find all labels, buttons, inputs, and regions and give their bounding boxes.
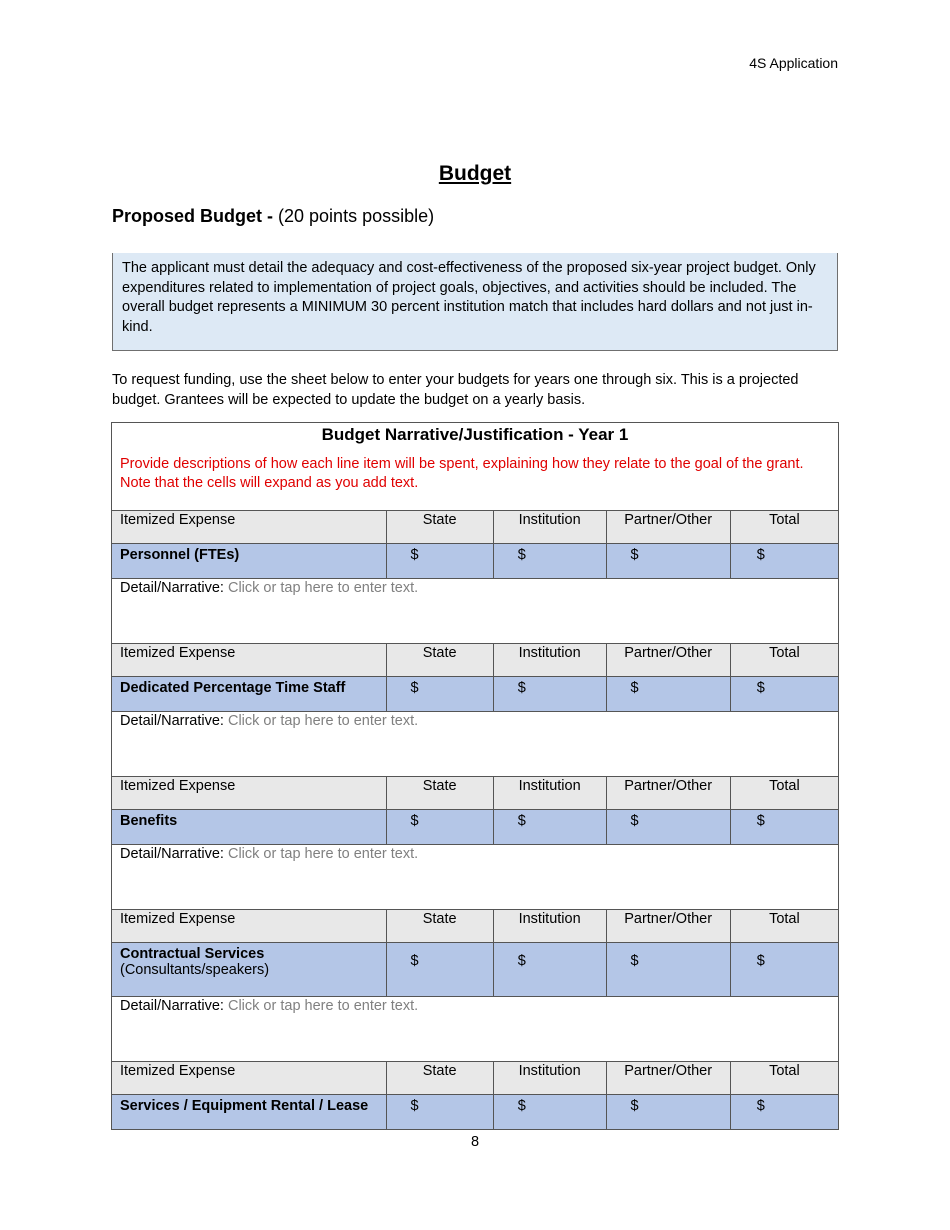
detail-narrative-field[interactable] [112, 997, 839, 1062]
detail-placeholder[interactable]: Click or tap here to enter text. [227, 998, 419, 1014]
col-partner-other: Partner/Other [606, 644, 730, 677]
partner-amount-field[interactable]: $ [606, 1095, 730, 1130]
column-header-row [112, 644, 839, 677]
state-amount-field[interactable]: $ [386, 677, 493, 712]
subtitle-points: (20 points possible) [278, 206, 435, 226]
partner-amount-field[interactable]: $ [606, 810, 730, 845]
col-itemized-expense: Itemized Expense [112, 644, 387, 677]
col-institution: Institution [493, 1062, 606, 1095]
detail-row [112, 712, 839, 777]
total-amount-field[interactable]: $ [730, 544, 838, 579]
line-item-row [112, 810, 839, 845]
column-header-row [112, 777, 839, 810]
institution-amount-field[interactable]: $ [493, 1095, 606, 1130]
item-name: Contractual Services [120, 946, 265, 962]
col-total: Total [730, 777, 838, 810]
line-item-row [112, 1095, 839, 1130]
col-itemized-expense: Itemized Expense [112, 910, 387, 943]
detail-placeholder[interactable]: Click or tap here to enter text. [227, 846, 419, 862]
col-institution: Institution [493, 644, 606, 677]
item-name-cell [112, 677, 387, 712]
institution-amount-field[interactable] [493, 943, 606, 997]
col-state: State [386, 1062, 493, 1095]
subtitle-bold: Proposed Budget - [112, 206, 273, 226]
column-header-row [112, 910, 839, 943]
detail-label: Detail/Narrative: [120, 580, 224, 596]
item-name-cell [112, 1095, 387, 1130]
col-itemized-expense: Itemized Expense [112, 511, 387, 544]
detail-row [112, 579, 839, 644]
item-name: Personnel (FTEs) [120, 547, 240, 563]
detail-narrative-field[interactable] [112, 845, 839, 910]
col-total: Total [730, 511, 838, 544]
column-header-row [112, 511, 839, 544]
total-amount-field[interactable] [730, 943, 838, 997]
item-subtitle: (Consultants/speakers) [120, 962, 270, 978]
currency-symbol: $ [630, 953, 639, 969]
col-total: Total [730, 644, 838, 677]
detail-narrative-field[interactable] [112, 712, 839, 777]
institution-amount-field[interactable]: $ [493, 810, 606, 845]
partner-amount-field[interactable]: $ [606, 544, 730, 579]
detail-label: Detail/Narrative: [120, 846, 224, 862]
detail-placeholder[interactable]: Click or tap here to enter text. [227, 580, 419, 596]
col-institution: Institution [493, 511, 606, 544]
total-amount-field[interactable]: $ [730, 677, 838, 712]
item-name: Dedicated Percentage Time Staff [120, 680, 346, 696]
page-title: Budget [438, 162, 512, 185]
col-partner-other: Partner/Other [606, 1062, 730, 1095]
table-title: Budget Narrative/Justification - Year 1 [321, 425, 629, 444]
state-amount-field[interactable]: $ [386, 544, 493, 579]
page-number: 8 [470, 1134, 480, 1150]
total-amount-field[interactable]: $ [730, 1095, 838, 1130]
col-partner-other: Partner/Other [606, 910, 730, 943]
table-instructions: Provide descriptions of how each line item will be spent, explaining how they relate to the goal of the grant. Note that the cells will expand as you add text. [120, 456, 804, 491]
col-itemized-expense: Itemized Expense [112, 1062, 387, 1095]
detail-narrative-field[interactable] [112, 579, 839, 644]
detail-label: Detail/Narrative: [120, 713, 224, 729]
item-name: Services / Equipment Rental / Lease [120, 1098, 369, 1114]
state-amount-field[interactable] [386, 943, 493, 997]
item-name-cell [112, 943, 387, 997]
instructions-box: The applicant must detail the adequacy and cost-effectiveness of the proposed six-year project budget. Only expenditures related to implementation of project goals, objectives, and activities should be included. The overall budget represents a MINIMUM 30 percent institution match that includes hard dollars and not just in-kind. [112, 253, 838, 351]
detail-placeholder[interactable]: Click or tap here to enter text. [227, 713, 419, 729]
col-partner-other: Partner/Other [606, 511, 730, 544]
col-state: State [386, 511, 493, 544]
table-header-cell [112, 423, 839, 511]
budget-table [111, 422, 839, 1130]
col-state: State [386, 644, 493, 677]
item-name-cell [112, 810, 387, 845]
currency-symbol: $ [756, 953, 765, 969]
partner-amount-field[interactable] [606, 943, 730, 997]
total-amount-field[interactable]: $ [730, 810, 838, 845]
currency-symbol: $ [410, 953, 419, 969]
col-state: State [386, 910, 493, 943]
detail-label: Detail/Narrative: [120, 998, 224, 1014]
line-item-row [112, 544, 839, 579]
line-item-row [112, 677, 839, 712]
col-institution: Institution [493, 910, 606, 943]
section-subtitle [112, 206, 434, 227]
col-state: State [386, 777, 493, 810]
state-amount-field[interactable]: $ [386, 1095, 493, 1130]
institution-amount-field[interactable]: $ [493, 677, 606, 712]
institution-amount-field[interactable]: $ [493, 544, 606, 579]
partner-amount-field[interactable]: $ [606, 677, 730, 712]
col-total: Total [730, 910, 838, 943]
col-itemized-expense: Itemized Expense [112, 777, 387, 810]
line-item-row [112, 943, 839, 997]
column-header-row [112, 1062, 839, 1095]
col-total: Total [730, 1062, 838, 1095]
intro-paragraph: To request funding, use the sheet below to enter your budgets for years one through six. This is a projected budget. Grantees will be expected to update the budget on a yearly basis. [112, 372, 799, 408]
col-institution: Institution [493, 777, 606, 810]
detail-row [112, 997, 839, 1062]
detail-row [112, 845, 839, 910]
currency-symbol: $ [517, 953, 526, 969]
item-name-cell [112, 544, 387, 579]
col-partner-other: Partner/Other [606, 777, 730, 810]
state-amount-field[interactable]: $ [386, 810, 493, 845]
header-app-name: 4S Application [749, 55, 838, 71]
item-name: Benefits [120, 813, 178, 829]
